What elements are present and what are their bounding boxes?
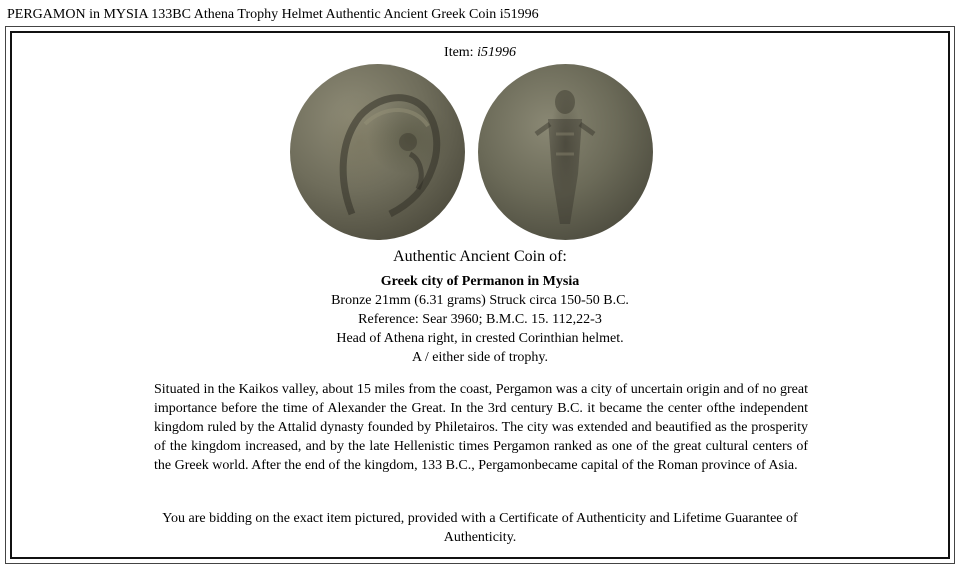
coin-obverse-description: Head of Athena right, in crested Corinthian helmet. — [336, 331, 624, 346]
trophy-relief — [478, 64, 653, 240]
coin-reverse-description: A / either side of trophy. — [412, 350, 548, 365]
history-description: Situated in the Kaikos valley, about 15 miles from the coast, Pergamon was a city of uncertain origin and of no great importance before the time of Alexander the Great. In the 3rd century B.C. it became the center ofthe independent kingdom ruled by the Attalid dynasty founded by Philetairos. The city was extended and beautified as the prosperity of the kingdom increased, and by the late Hellenistic times Pergamon ranked as one of the great cultural centers of the Greek world. After the end of the kingdom, 133 B.C., Pergamonbecame capital of the Roman province of Asia. — [154, 382, 808, 473]
page-title: PERGAMON in MYSIA 133BC Athena Trophy Helmet Authentic Ancient Greek Coin i51996 — [7, 7, 539, 22]
item-label: Item: — [444, 45, 474, 60]
athena-helmet-relief — [290, 64, 465, 240]
bidding-notice: You are bidding on the exact item pictured, provided with a Certificate of Authenticity and Lifetime Guarantee of Authenticity. — [162, 511, 798, 545]
coin-details — [0, 272, 960, 367]
item-line — [0, 45, 960, 61]
coin-reverse-image — [478, 64, 653, 240]
coin-specs: Bronze 21mm (6.31 grams) Struck circa 150-50 B.C. — [331, 293, 629, 308]
coin-heading: Authentic Ancient Coin of: — [393, 248, 567, 265]
coin-reference: Reference: Sear 3960; B.M.C. 15. 112,22-3 — [358, 312, 602, 327]
coin-city: Greek city of Permanon in Mysia — [380, 274, 580, 289]
item-id: i51996 — [477, 45, 516, 60]
coin-obverse-image — [290, 64, 465, 240]
